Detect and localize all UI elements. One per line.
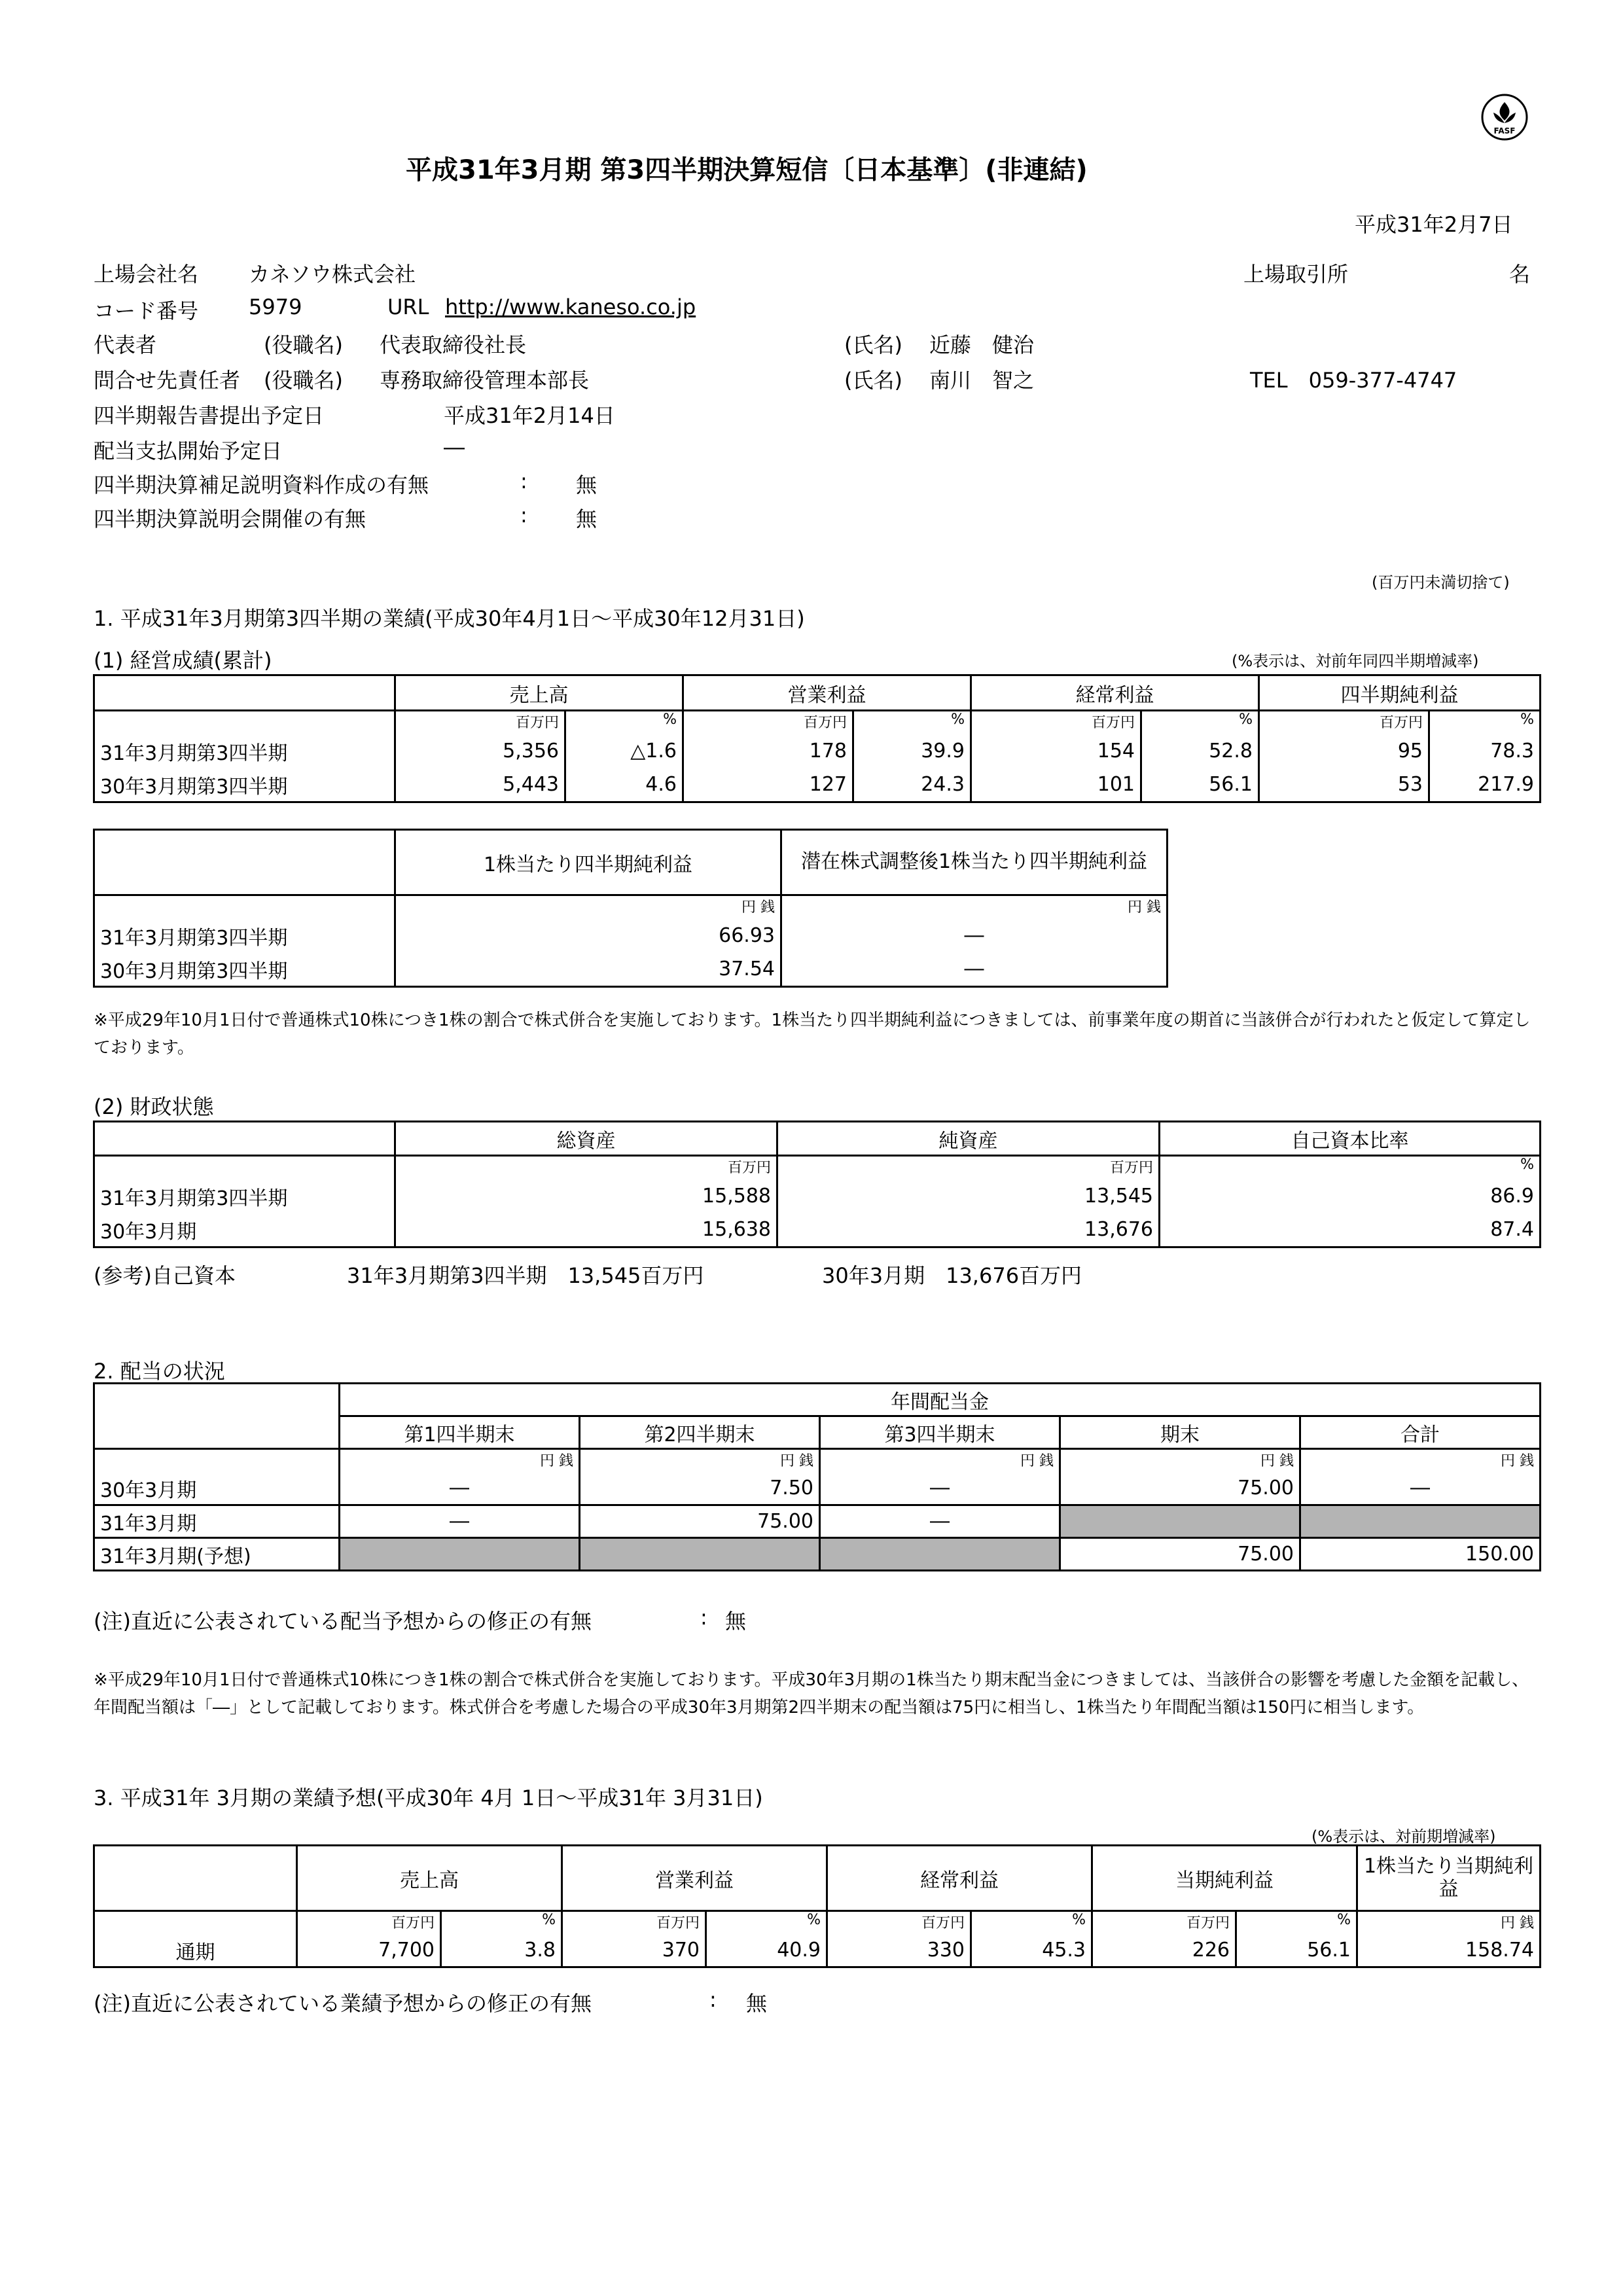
table-cell: 66.93 [395,919,781,953]
section3-pct-note: (%表示は、対前期増減率) [1311,1827,1496,1846]
table-cell: ― [820,1505,1060,1538]
dividend-header: 合計 [1300,1416,1541,1449]
table-row-label: 31年3月期第3四半期 [94,919,395,953]
unit-label: 百万円 [297,1911,441,1935]
fin-header: 総資産 [395,1122,777,1156]
forecast-header: 売上高 [297,1846,562,1911]
results-header-corner [94,675,395,711]
table-row-label: 30年3月期 [94,1213,395,1247]
table-cell: 78.3 [1429,734,1541,768]
table-cell: 3.8 [441,1935,562,1967]
unit-label: % [1429,711,1541,734]
results-header: 売上高 [395,675,683,711]
forecast-table [93,1844,1541,1968]
unit-label: 百万円 [1259,711,1429,734]
equity-ref-label: (参考)自己資本 [94,1263,236,1288]
dividend-date: ― [444,435,465,459]
dividend-group-header: 年間配当金 [340,1384,1541,1416]
table-cell-shaded [580,1538,820,1571]
unit-label: 百万円 [1092,1911,1236,1935]
table-cell: 154 [971,734,1141,768]
unit-label: % [1236,1911,1357,1935]
eps-header-corner [94,830,395,895]
exchange: 名 [1509,262,1531,287]
fin-unit-corner [94,1156,395,1179]
table-cell: 226 [1092,1935,1236,1967]
rep-title: 代表取締役社長 [380,332,527,357]
forecast-revision-colon: : [709,1987,717,2012]
table-cell: ― [340,1473,580,1505]
eps-note: ※平成29年10月1日付で普通株式10株につき1株の割合で株式併合を実施しております。1株当たり四半期純利益につきましては、前事業年度の期首に当該併合が行われたと仮定して算定しております。 [94,1011,1531,1058]
unit-label: 百万円 [395,711,565,734]
forecast-header-corner [94,1846,297,1911]
table-cell: 86.9 [1160,1179,1541,1213]
dividend-header: 第3四半期末 [820,1416,1060,1449]
table-row-label: 30年3月期 [94,1473,340,1505]
eps-header: 1株当たり四半期純利益 [395,830,781,895]
table-cell: 7.50 [580,1473,820,1505]
forecast-header: 経常利益 [827,1846,1092,1911]
supplement-value: 無 [576,473,597,497]
table-cell: 37.54 [395,953,781,987]
code: 5979 [249,295,302,319]
briefing-value: 無 [576,507,597,531]
section1-sub1: (1) 経営成績(累計) [94,648,272,673]
dividend-revision-colon: : [700,1605,707,1630]
fin-header-corner [94,1122,395,1156]
results-unit-corner [94,711,395,734]
unit-label: % [971,1911,1092,1935]
unit-label: 円 銭 [395,895,781,919]
briefing-label: 四半期決算説明会開催の有無 [94,507,366,531]
table-cell: 217.9 [1429,768,1541,802]
unit-label: 円 銭 [1300,1449,1541,1473]
table-cell-shaded [820,1538,1060,1571]
eps-header: 潜在株式調整後1株当たり四半期純利益 [781,830,1168,895]
financial-position-table [93,1121,1541,1248]
table-cell: ― [820,1473,1060,1505]
table-row-label: 30年3月期第3四半期 [94,768,395,802]
table-row-label: 31年3月期第3四半期 [94,1179,395,1213]
contact-title: 専務取締役管理本部長 [380,368,590,393]
announcement-date: 平成31年2月7日 [1355,212,1513,237]
table-cell: 52.8 [1141,734,1259,768]
table-cell: 56.1 [1141,768,1259,802]
logo-text: FASF [1493,126,1516,135]
unit-label: 百万円 [395,1156,777,1179]
table-cell: ― [781,953,1168,987]
table-cell: 15,588 [395,1179,777,1213]
rep-title-label: (役職名) [264,332,343,357]
table-cell-shaded [1300,1505,1541,1538]
forecast-revision-label: (注)直近に公表されている業績予想からの修正の有無 [94,1991,592,2016]
unit-label: 百万円 [562,1911,706,1935]
dividend-note: ※平成29年10月1日付で普通株式10株につき1株の割合で株式併合を実施しております。平成30年3月期の1株当たり期末配当金につきましては、当該併合の影響を考慮した金額を記載し、年間配当額は「―」として記載しております。株式併合を考慮した場合の平成30年3月期第2四半期末の配当額は75円に相当し、1株当たり年間配当額は150円に相当します。 [94,1670,1529,1717]
unit-label: % [853,711,971,734]
table-cell: ― [1300,1473,1541,1505]
company-name: カネソウ株式会社 [249,262,416,287]
forecast-header: 1株当たり当期純利益 [1357,1846,1541,1911]
rep-label: 代表者 [94,332,157,357]
results-table [93,674,1541,803]
unit-label: 百万円 [827,1911,971,1935]
table-cell: 13,545 [777,1179,1160,1213]
unit-label: % [706,1911,827,1935]
fin-header: 自己資本比率 [1160,1122,1541,1156]
dividend-table [93,1382,1541,1571]
table-row-label: 通期 [94,1935,297,1967]
unit-label: % [1160,1156,1541,1179]
company-url[interactable]: http://www.kaneso.co.jp [445,295,696,319]
table-cell: 127 [683,768,853,802]
table-cell: △1.6 [565,734,683,768]
table-row-label: 31年3月期 [94,1505,340,1538]
table-cell: 15,638 [395,1213,777,1247]
results-header: 経常利益 [971,675,1259,711]
table-cell: 4.6 [565,768,683,802]
unit-label: 百万円 [777,1156,1160,1179]
rounding-note: (百万円未満切捨て) [1372,573,1510,592]
forecast-unit-corner [94,1911,297,1935]
contact-label: 問合せ先責任者 [94,368,241,393]
contact-title-label: (役職名) [264,368,343,393]
table-cell: 5,443 [395,768,565,802]
section3-heading: 3. 平成31年 3月期の業績予想(平成30年 4月 1日～平成31年 3月31日) [94,1785,763,1810]
table-cell: 95 [1259,734,1429,768]
table-cell: 53 [1259,768,1429,802]
section1-pct-note: (%表示は、対前年同四半期増減率) [1232,652,1479,670]
table-cell: 370 [562,1935,706,1967]
unit-label: 百万円 [971,711,1141,734]
table-cell: 75.00 [1060,1473,1300,1505]
url-label: URL [387,295,429,319]
exchange-label: 上場取引所 [1243,262,1349,287]
table-cell: ― [340,1505,580,1538]
table-cell: 150.00 [1300,1538,1541,1571]
rep-name: 近藤 健治 [929,332,1035,357]
code-label: コード番号 [94,298,199,323]
table-cell: 101 [971,768,1141,802]
section1-heading: 1. 平成31年3月期第3四半期の業績(平成30年4月1日～平成30年12月31日) [94,606,805,631]
unit-label: 円 銭 [340,1449,580,1473]
dividend-header-corner [94,1384,340,1416]
briefing-colon: : [520,503,527,528]
table-cell: 178 [683,734,853,768]
table-cell: 330 [827,1935,971,1967]
table-row-label: 31年3月期第3四半期 [94,734,395,768]
supplement-colon: : [520,469,527,493]
results-header: 四半期純利益 [1259,675,1541,711]
unit-label: % [565,711,683,734]
dividend-header: 期末 [1060,1416,1300,1449]
section1-sub2: (2) 財政状態 [94,1094,214,1119]
table-cell: 56.1 [1236,1935,1357,1967]
section2-heading: 2. 配当の状況 [94,1359,225,1384]
dividend-revision-label: (注)直近に公表されている配当予想からの修正の有無 [94,1609,592,1634]
table-cell: 75.00 [580,1505,820,1538]
unit-label: % [1141,711,1259,734]
contact-name: 南川 智之 [929,368,1035,393]
report-date-label: 四半期報告書提出予定日 [94,403,325,428]
table-row-label: 31年3月期(予想) [94,1538,340,1571]
unit-label: 円 銭 [1060,1449,1300,1473]
table-cell-shaded [340,1538,580,1571]
table-cell: 24.3 [853,768,971,802]
table-cell: 5,356 [395,734,565,768]
unit-label: 円 銭 [580,1449,820,1473]
equity-ref-2: 30年3月期 13,676百万円 [822,1263,1082,1288]
dividend-header: 第2四半期末 [580,1416,820,1449]
forecast-header: 営業利益 [562,1846,827,1911]
table-cell: 40.9 [706,1935,827,1967]
table-cell: 87.4 [1160,1213,1541,1247]
supplement-label: 四半期決算補足説明資料作成の有無 [94,473,429,497]
rep-name-label: (氏名) [844,332,902,357]
company-name-label: 上場会社名 [94,262,199,287]
results-header: 営業利益 [683,675,971,711]
forecast-header: 当期純利益 [1092,1846,1357,1911]
fin-header: 純資産 [777,1122,1160,1156]
contact-name-label: (氏名) [844,368,902,393]
document-title: 平成31年3月期 第3四半期決算短信〔日本基準〕(非連結) [406,155,1088,185]
report-date: 平成31年2月14日 [444,403,615,428]
table-cell-shaded [1060,1505,1300,1538]
table-cell: ― [781,919,1168,953]
table-row-label: 30年3月期第3四半期 [94,953,395,987]
fasf-logo [1480,93,1529,141]
table-cell: 39.9 [853,734,971,768]
unit-label: 円 銭 [820,1449,1060,1473]
dividend-header-corner [94,1416,340,1449]
dividend-date-label: 配当支払開始予定日 [94,439,283,463]
dividend-revision-value: 無 [725,1609,747,1634]
unit-label: 百万円 [683,711,853,734]
eps-table [93,829,1168,988]
equity-ref-1: 31年3月期第3四半期 13,545百万円 [347,1263,704,1288]
eps-unit-corner [94,895,395,919]
table-cell: 13,676 [777,1213,1160,1247]
unit-label: 円 銭 [781,895,1168,919]
contact-tel: TEL 059-377-4747 [1250,368,1457,393]
unit-label: % [441,1911,562,1935]
table-cell: 7,700 [297,1935,441,1967]
table-cell: 45.3 [971,1935,1092,1967]
table-cell: 75.00 [1060,1538,1300,1571]
dividend-unit-corner [94,1449,340,1473]
unit-label: 円 銭 [1357,1911,1541,1935]
table-cell: 158.74 [1357,1935,1541,1967]
forecast-revision-value: 無 [746,1991,768,2016]
dividend-header: 第1四半期末 [340,1416,580,1449]
